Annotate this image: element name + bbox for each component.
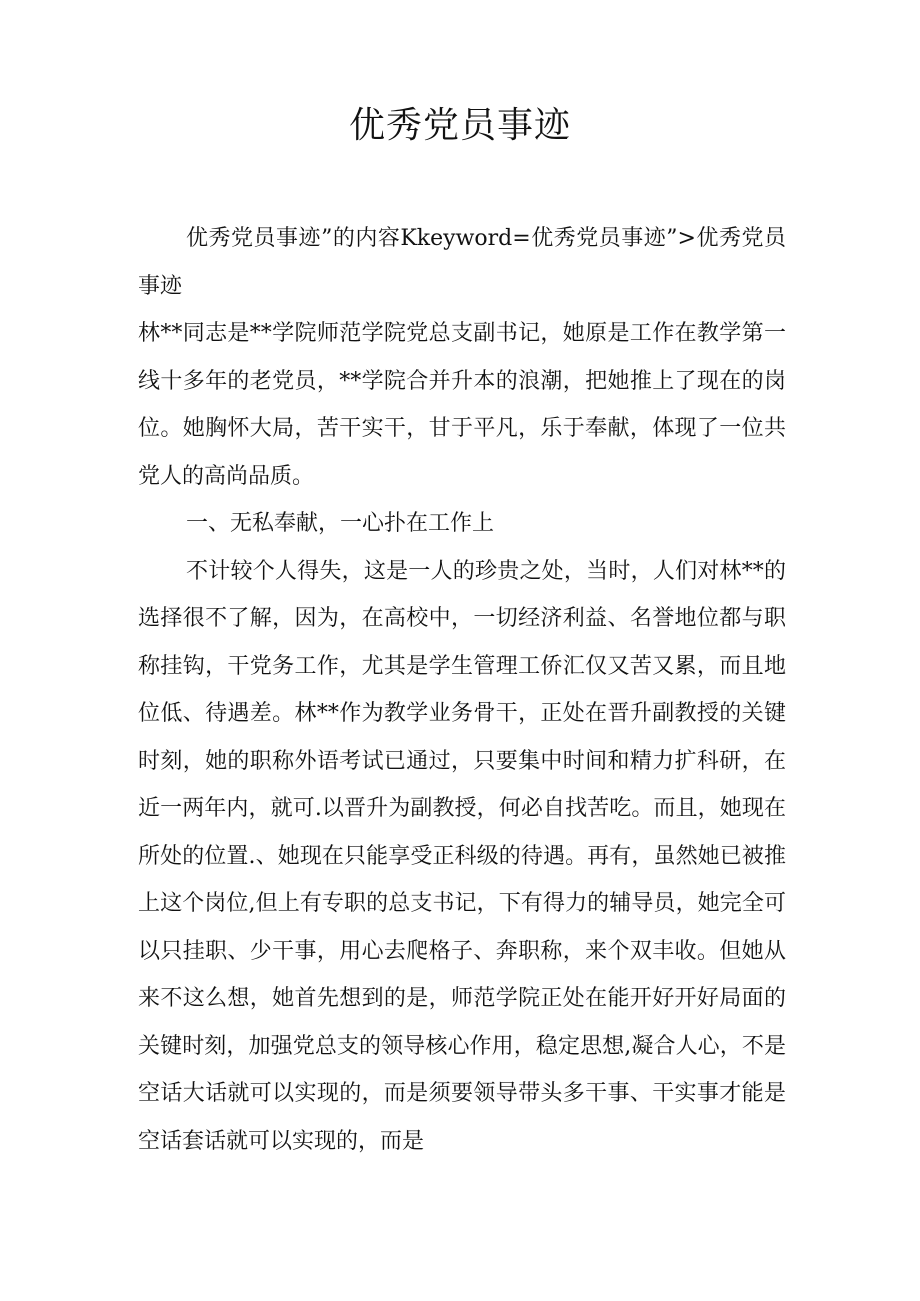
paragraph-keyword-line: 优秀党员事迹”的内容Kkeyword=优秀党员事迹”>优秀党员事迹 [138, 226, 786, 299]
document-title: 优秀党员事迹 [348, 105, 571, 146]
document-body [138, 215, 786, 1165]
paragraph-body: 不计较个人得失，这是一人的珍贵之处，当时，人们对林**的选择很不了解，因为，在高校中，一切经济利益、名誉地位都与职称挂钩，干党务工作，尤其是学生管理工侨汇仅又苦又累，而且地位低、待遇差。林**作为教学业务骨干，正处在晋升副教授的关键时刻，她的职称外语考试已通过，只要集中时间和精力扩科研，在近一两年内，就可.以晋升为副教授，何必自找苦吃。而且，她现在所处的位置.、她现在只能享受正科级的待遇。再有，虽然她已被推上这个岗位,但上有专职的总支书记，下有得力的辅导员，她完全可以只挂职、少干事，用心去爬格子、奔职称，来个双丰收。但她从来不这么想，她首先想到的是，师范学院正处在能开好开好局面的关键时刻，加强党总支的领导核心作用，稳定思想,凝合人心，不是空话大话就可以实现的，而是须要领导带头多干事、干实事才能是空话套话就可以实现的，而是 [138, 558, 786, 1154]
section-heading: 一、无私奉献，一心扑在工作上 [186, 511, 495, 536]
paragraph-intro: 林**同志是**学院师范学院党总支副书记，她原是工作在教学第一线十多年的老党员，**学院合并升本的浪潮，把她推上了现在的岗位。她胸怀大局，苦干实干，甘于平凡，乐于奉献，体现了一位共党人的高尚品质。 [138, 321, 786, 489]
